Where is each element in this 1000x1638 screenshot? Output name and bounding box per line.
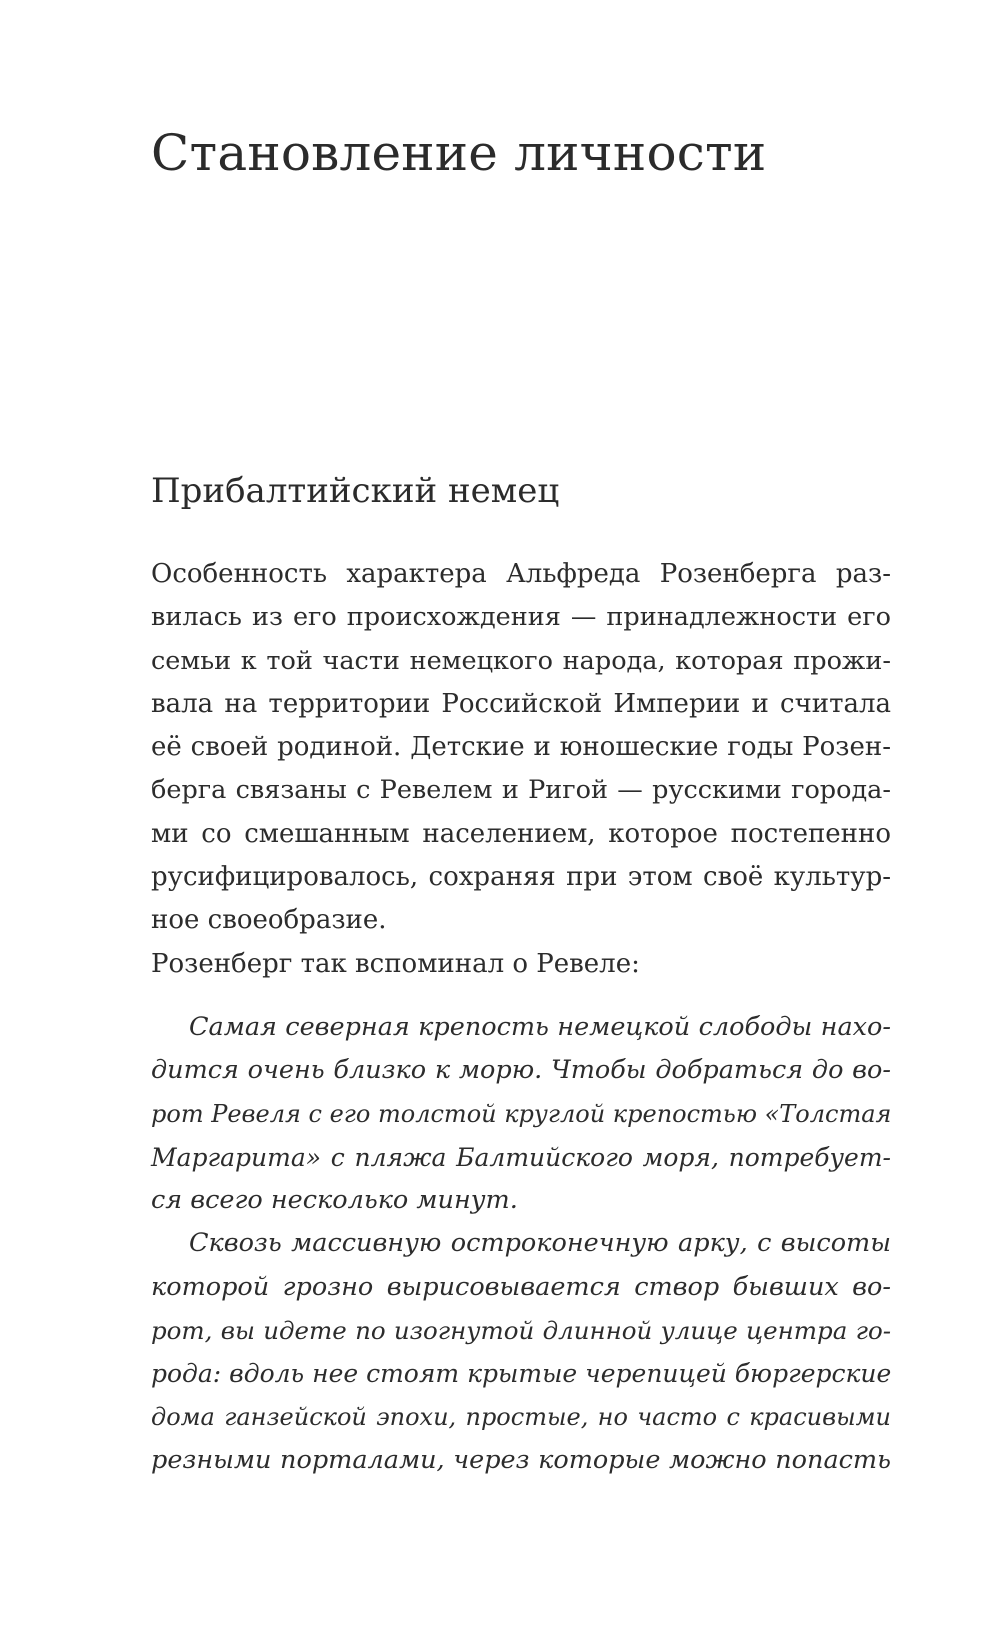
quote-line: рот, вы идете по изогнутой длинной улице центра го- bbox=[151, 1316, 891, 1346]
quote-line: рот Ревеля с его толстой круглой крепостью «Толстая bbox=[151, 1099, 892, 1128]
quote-line: дится очень близко к морю. Чтобы добраться до во- bbox=[151, 1055, 891, 1086]
paragraph-line: берга связаны с Ревелем и Ригой — русскими города- bbox=[151, 775, 891, 806]
paragraph-line: ми со смешанным населением, которое постепенно bbox=[151, 818, 891, 849]
quote-line: ся всего несколько минут. bbox=[151, 1185, 518, 1216]
paragraph-line: ное своеобразие. bbox=[151, 905, 387, 936]
quote-line: которой грозно вырисовывается створ бывших во- bbox=[151, 1271, 891, 1302]
quote-line: Маргарита» с пляжа Балтийского моря, потребует- bbox=[151, 1142, 891, 1172]
memoir-quote bbox=[151, 1006, 891, 1482]
section-title: Прибалтийский немец bbox=[151, 471, 560, 511]
quote-line: рода: вдоль нее стоят крытые черепицей бюргерские bbox=[151, 1359, 892, 1389]
paragraph-line: Особенность характера Альфреда Розенберга раз- bbox=[151, 559, 891, 589]
paragraph-line: семьи к той части немецкого народа, которая прожи- bbox=[151, 645, 891, 676]
quote-line: дома ганзейской эпохи, простые, но часто с красивыми bbox=[151, 1402, 891, 1431]
chapter-title: Становление личности bbox=[151, 124, 767, 182]
paragraph-line: вилась из его происхождения — принадлежности его bbox=[151, 602, 891, 633]
paragraph-line: вала на территории Российской Империи и считала bbox=[151, 688, 891, 719]
lead-in-line: Розенберг так вспоминал о Ревеле: bbox=[151, 948, 640, 979]
quote-line: Самая северная крепость немецкой слободы нахо- bbox=[189, 1012, 891, 1042]
paragraph-line: русифицировалось, сохраняя при этом своё культур- bbox=[151, 862, 891, 893]
quote-line: резными порталами, через которые можно попасть bbox=[151, 1444, 891, 1475]
quote-line: Сквозь массивную остроконечную арку, с высоты bbox=[189, 1228, 891, 1259]
intro-paragraph bbox=[151, 553, 891, 986]
paragraph-line: её своей родиной. Детские и юношеские годы Розен- bbox=[151, 732, 891, 763]
